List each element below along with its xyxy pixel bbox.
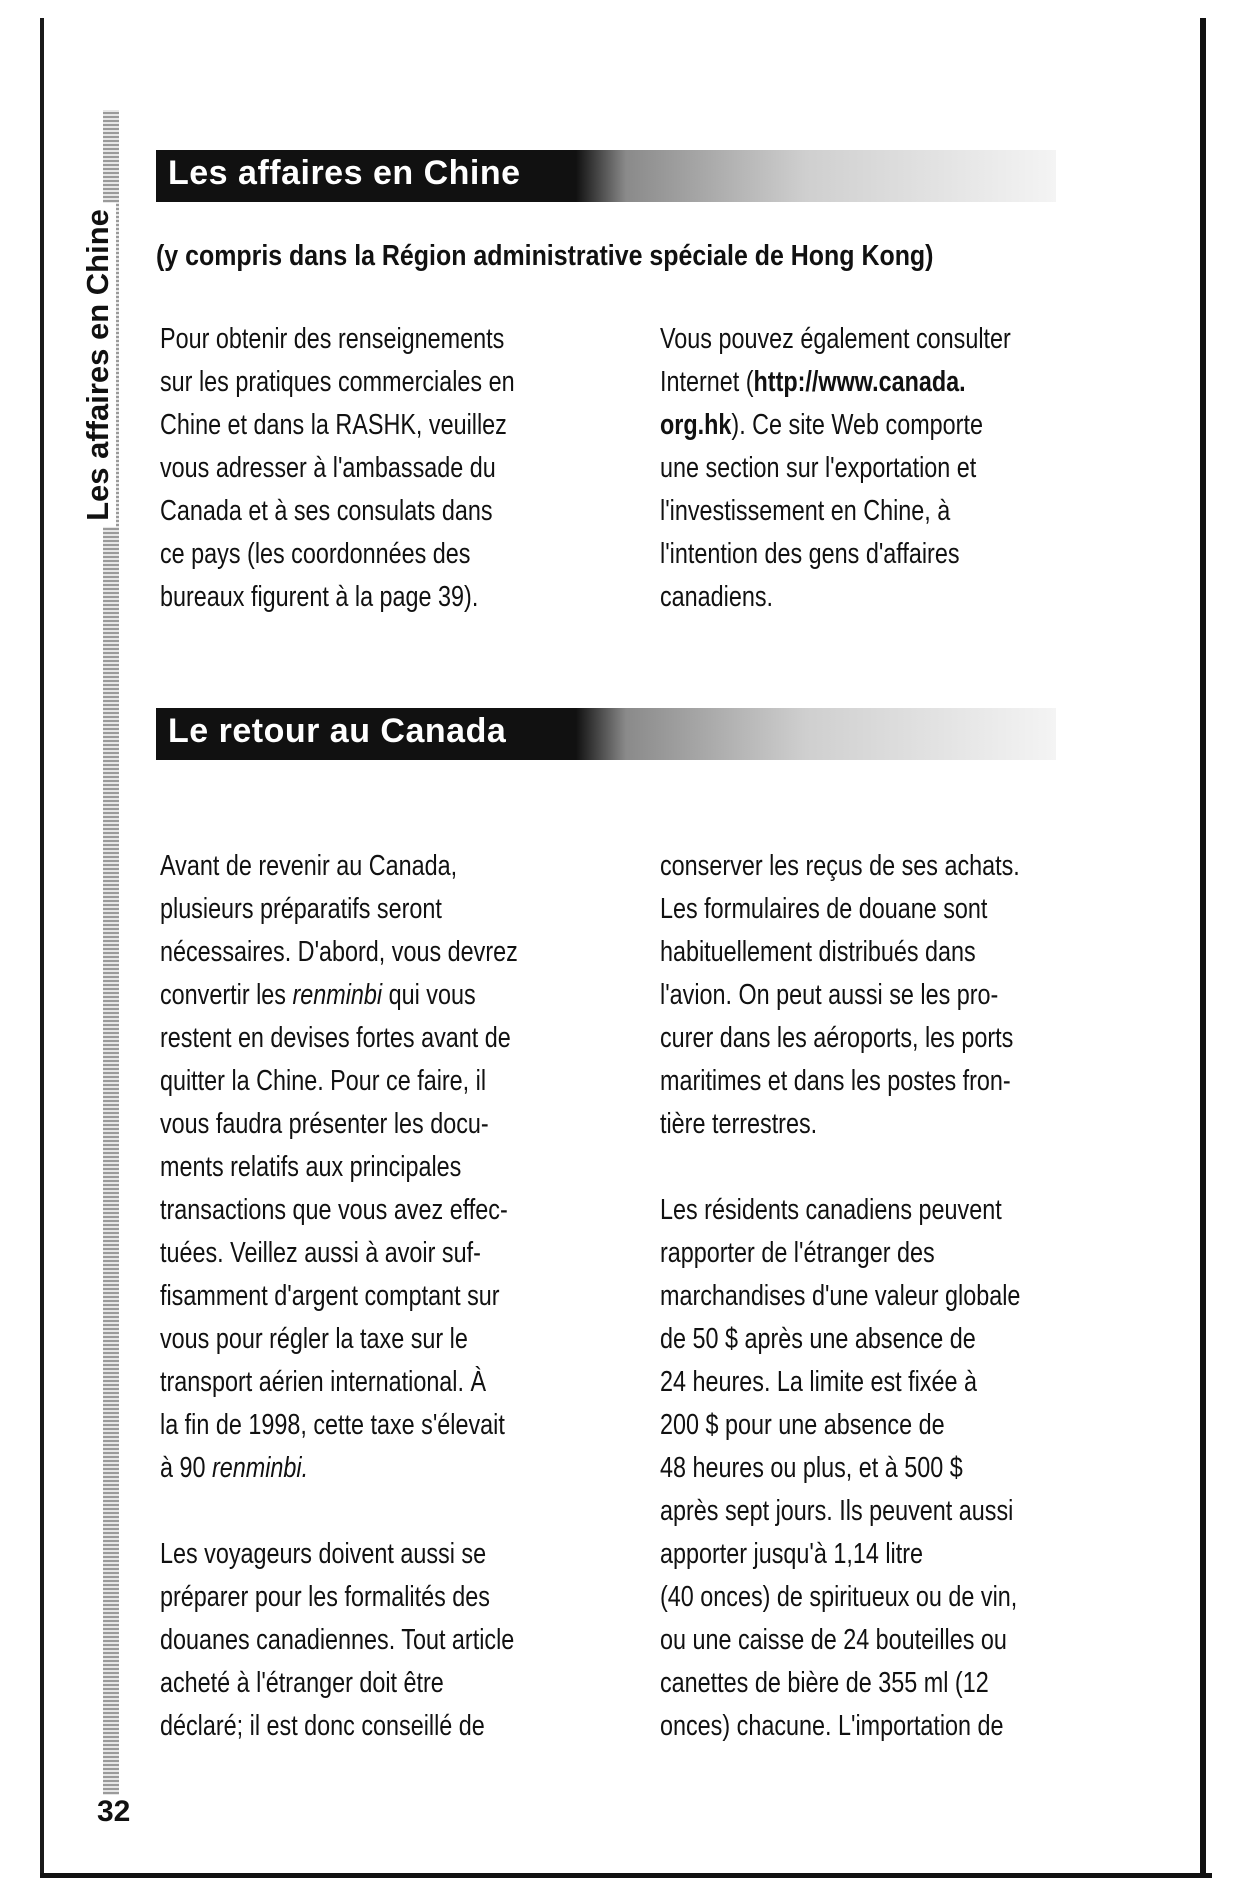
text-line: bureaux figurent à la page 39). [160, 581, 479, 613]
text-line: sur les pratiques commerciales en [160, 366, 515, 398]
text-line: acheté à l'étranger doit être [160, 1667, 444, 1699]
italic-term: renminbi [292, 979, 383, 1011]
text-line: rapporter de l'étranger des [660, 1237, 935, 1269]
text-fragment: qui vous [382, 979, 476, 1011]
page-number: 32 [97, 1795, 131, 1828]
text-line: Vous pouvez également consulter [660, 323, 1011, 355]
text-line: vous faudra présenter les docu- [160, 1108, 489, 1140]
text-line: l'investissement en Chine, à [660, 495, 951, 527]
section-heading-text: Les affaires en Chine [168, 154, 521, 192]
text-line: vous pour régler la taxe sur le [160, 1323, 468, 1355]
side-running-title [78, 175, 118, 555]
retour-left-column [160, 845, 518, 1748]
website-link-end[interactable]: org.hk [660, 409, 732, 441]
text-line: transport aérien international. À [160, 1366, 487, 1398]
text-line [160, 974, 518, 1017]
text-line: maritimes et dans les postes fron- [660, 1065, 1011, 1097]
text-line: l'avion. On peut aussi se les pro- [660, 979, 999, 1011]
text-line [660, 404, 1011, 447]
retour-right-column [660, 845, 1020, 1748]
side-running-title-text: Les affaires en Chine [80, 203, 116, 527]
text-line: vous adresser à l'ambassade du [160, 452, 496, 484]
text-line [160, 1447, 518, 1490]
page-border-right [1200, 18, 1206, 1878]
text-line: Pour obtenir des renseignements [160, 323, 505, 355]
text-line: habituellement distribués dans [660, 936, 976, 968]
text-line: curer dans les aéroports, les ports [660, 1022, 1014, 1054]
italic-term: renminbi. [211, 1452, 309, 1484]
text-line: préparer pour les formalités des [160, 1581, 490, 1613]
page-border-left [40, 18, 44, 1878]
text-line: ce pays (les coordonnées des [160, 538, 471, 570]
text-line: Les formulaires de douane sont [660, 893, 988, 925]
text-fragment: Internet ( [660, 366, 754, 398]
section-heading-affaires [156, 150, 1056, 202]
text-line: 24 heures. La limite est fixée à [660, 1366, 977, 1398]
text-line: canadiens. [660, 581, 774, 613]
text-line: 48 heures ou plus, et à 500 $ [660, 1452, 963, 1484]
text-line: apporter jusqu'à 1,14 litre [660, 1538, 924, 1570]
website-link[interactable]: http://www.canada. [753, 366, 966, 398]
text-line: canettes de bière de 355 ml (12 [660, 1667, 989, 1699]
affaires-left-column [160, 318, 515, 619]
text-line: quitter la Chine. Pour ce faire, il [160, 1065, 487, 1097]
text-line: ments relatifs aux principales [160, 1151, 462, 1183]
text-line: ou une caisse de 24 bouteilles ou [660, 1624, 1007, 1656]
text-line: la fin de 1998, cette taxe s'élevait [160, 1409, 505, 1441]
text-line: Avant de revenir au Canada, [160, 850, 458, 882]
text-line: Les voyageurs doivent aussi se [160, 1538, 487, 1570]
text-line: restent en devises fortes avant de [160, 1022, 511, 1054]
affaires-right-column [660, 318, 1011, 619]
text-line: une section sur l'exportation et [660, 452, 977, 484]
text-line: (40 onces) de spiritueux ou de vin, [660, 1581, 1018, 1613]
section-subtitle: (y compris dans la Région administrative spéciale de Hong Kong) [156, 240, 934, 272]
text-line: après sept jours. Ils peuvent aussi [660, 1495, 1014, 1527]
text-line: conserver les reçus de ses achats. [660, 850, 1020, 882]
text-fragment: à 90 [160, 1452, 212, 1484]
text-line: fisamment d'argent comptant sur [160, 1280, 500, 1312]
text-line: douanes canadiennes. Tout article [160, 1624, 515, 1656]
text-line: tière terrestres. [660, 1108, 818, 1140]
text-line: 200 $ pour une absence de [660, 1409, 945, 1441]
text-line: onces) chacune. L'importation de [660, 1710, 1004, 1742]
page-border-bottom [40, 1873, 1212, 1878]
text-line: déclaré; il est donc conseillé de [160, 1710, 485, 1742]
text-line: l'intention des gens d'affaires [660, 538, 960, 570]
text-fragment: convertir les [160, 979, 293, 1011]
text-line: tuées. Veillez aussi à avoir suf- [160, 1237, 481, 1269]
text-line: nécessaires. D'abord, vous devrez [160, 936, 518, 968]
paragraph-gap [160, 1490, 518, 1533]
text-line: Chine et dans la RASHK, veuillez [160, 409, 507, 441]
section-heading-retour [156, 708, 1056, 760]
text-fragment: ). Ce site Web comporte [731, 409, 983, 441]
text-line: plusieurs préparatifs seront [160, 893, 442, 925]
text-line: transactions que vous avez effec- [160, 1194, 508, 1226]
text-line: marchandises d'une valeur globale [660, 1280, 1021, 1312]
section-heading-text: Le retour au Canada [168, 712, 507, 750]
text-line: de 50 $ après une absence de [660, 1323, 976, 1355]
text-line [660, 361, 1011, 404]
paragraph-gap [660, 1146, 1020, 1189]
text-line: Canada et à ses consulats dans [160, 495, 493, 527]
text-line: Les résidents canadiens peuvent [660, 1194, 1002, 1226]
